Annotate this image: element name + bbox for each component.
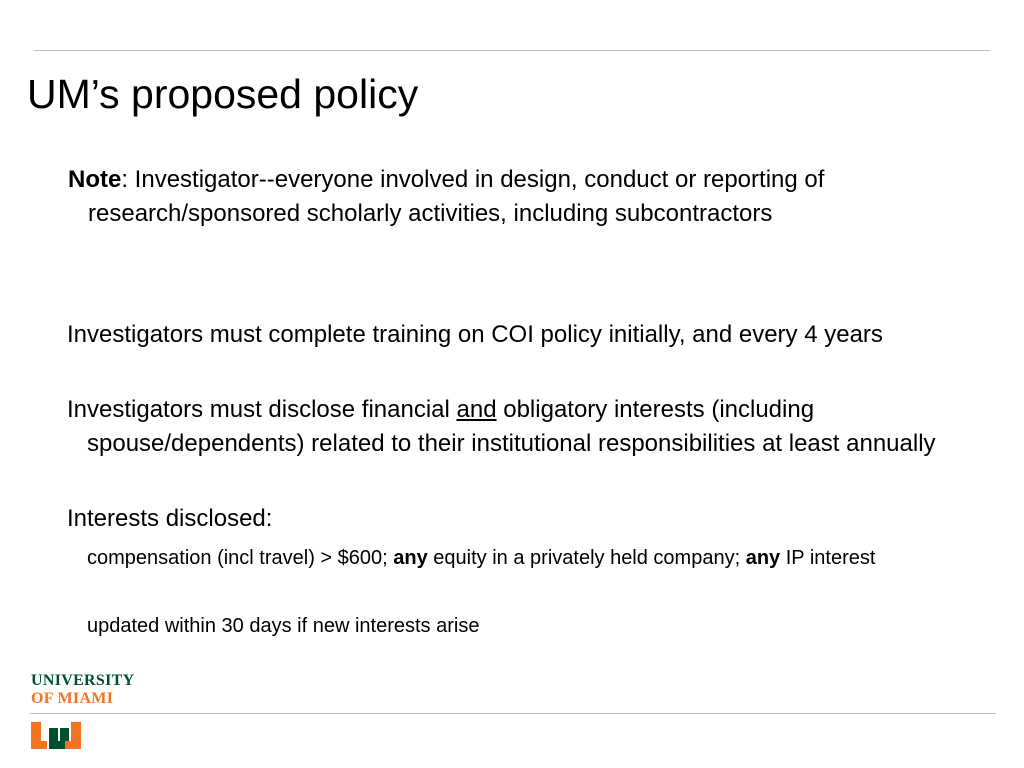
bullet-disclose-text-start: Investigators must disclose financial — [67, 396, 457, 423]
note-label: Note — [68, 166, 122, 193]
note-paragraph — [68, 163, 908, 231]
sub-bullet-text-2: equity in a privately held company; — [427, 547, 746, 569]
top-divider — [34, 50, 990, 51]
emphasis-any-1: any — [393, 547, 428, 569]
bottom-divider — [30, 713, 996, 714]
bullet-interests: Interests disclosed: — [67, 505, 273, 532]
sub-bullet-compensation — [87, 543, 993, 573]
bullet-disclose-text-end: obligatory interests (including spouse/dependents) related to their institutional responsibilities at least annually — [87, 396, 936, 457]
bullet-training: Investigators must complete training on COI policy initially, and every 4 years — [67, 321, 883, 348]
emphasis-any-2: any — [745, 547, 781, 569]
sub-bullet-text-1: compensation (incl travel) > $600; — [87, 547, 394, 569]
sub-bullet-text-3: IP interest — [780, 547, 876, 569]
sub-bullet-updated: updated within 30 days if new interests arise — [87, 615, 480, 637]
bullet-disclose — [67, 393, 967, 461]
u-logo-icon — [31, 722, 81, 752]
note-text: : Investigator--everyone involved in design, conduct or reporting of research/sponsored scholarly activities, including subcontractors — [88, 166, 825, 227]
logo-text-of-miami: OF MIAMI — [31, 690, 114, 707]
logo-text-university: UNIVERSITY — [31, 672, 135, 689]
underlined-word: and — [456, 396, 497, 423]
slide-title: UM’s proposed policy — [27, 71, 419, 117]
